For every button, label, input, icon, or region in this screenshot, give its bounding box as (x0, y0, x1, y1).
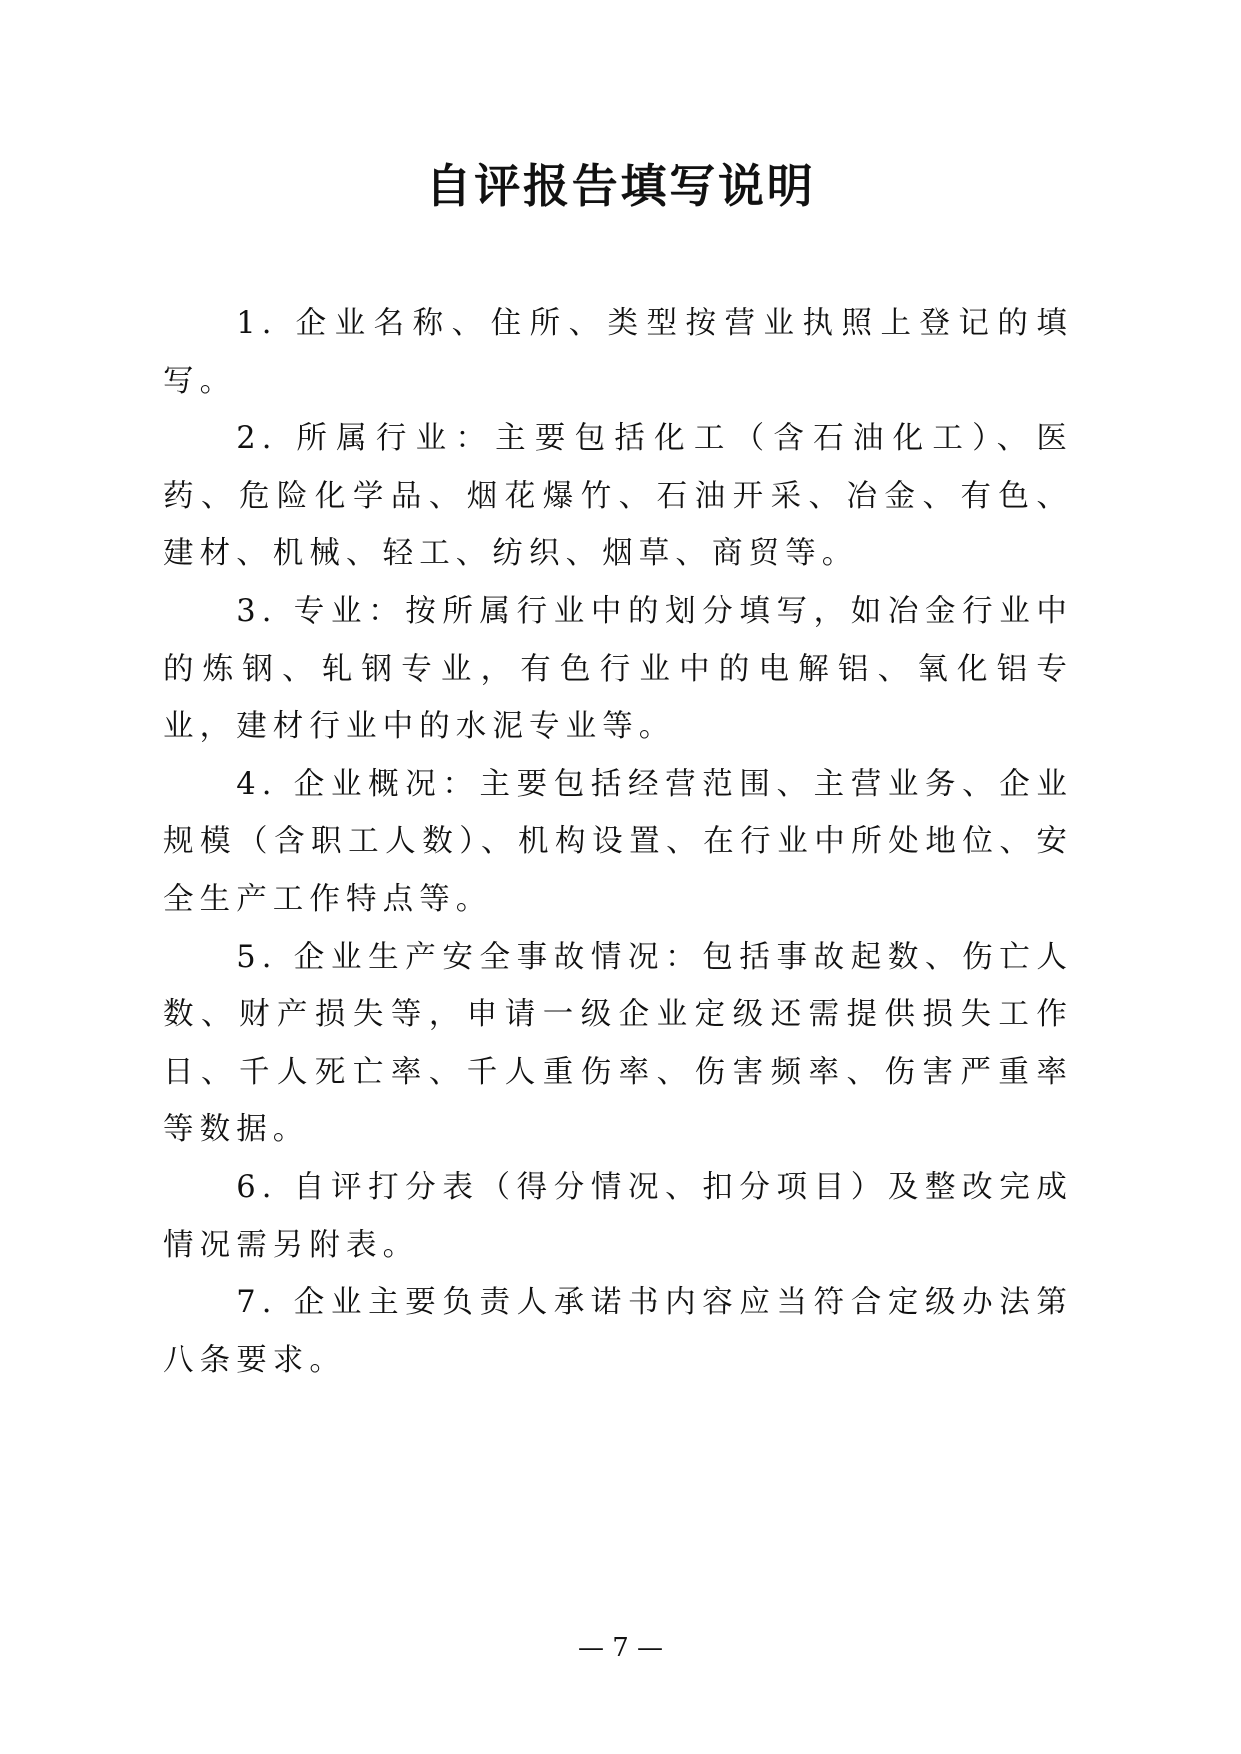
instruction-paragraph-3: 3. 专业：按所属行业中的划分填写，如冶金行业中的炼钢、轧钢专业，有色行业中的电解铝、氧化铝专业，建材行业中的水泥专业等。 (163, 593, 1073, 745)
instruction-paragraph-4: 4. 企业概况：主要包括经营范围、主营业务、企业规模（含职工人数）、机构设置、在行业中所处地位、安全生产工作特点等。 (163, 766, 1073, 917)
instructions-body (163, 295, 1073, 1389)
instruction-paragraph-2: 2. 所属行业：主要包括化工（含石油化工）、医药、危险化学品、烟花爆竹、石油开采、冶金、有色、建材、机械、轻工、纺织、烟草、商贸等。 (163, 421, 1073, 572)
instruction-paragraph-1: 1. 企业名称、住所、类型按营业执照上登记的填写。 (163, 306, 1073, 399)
instruction-paragraph-5: 5. 企业生产安全事故情况：包括事故起数、伤亡人数、财产损失等，申请一级企业定级还需提供损失工作日、千人死亡率、千人重伤率、伤害频率、伤害严重率等数据。 (163, 939, 1073, 1148)
instruction-paragraph-6: 6. 自评打分表（得分情况、扣分项目）及整改完成情况需另附表。 (163, 1169, 1073, 1263)
page-number: — 7 — (577, 1633, 664, 1663)
instruction-paragraph-7: 7. 企业主要负责人承诺书内容应当符合定级办法第八条要求。 (163, 1285, 1073, 1378)
page-title: 自评报告填写说明 (425, 159, 816, 213)
